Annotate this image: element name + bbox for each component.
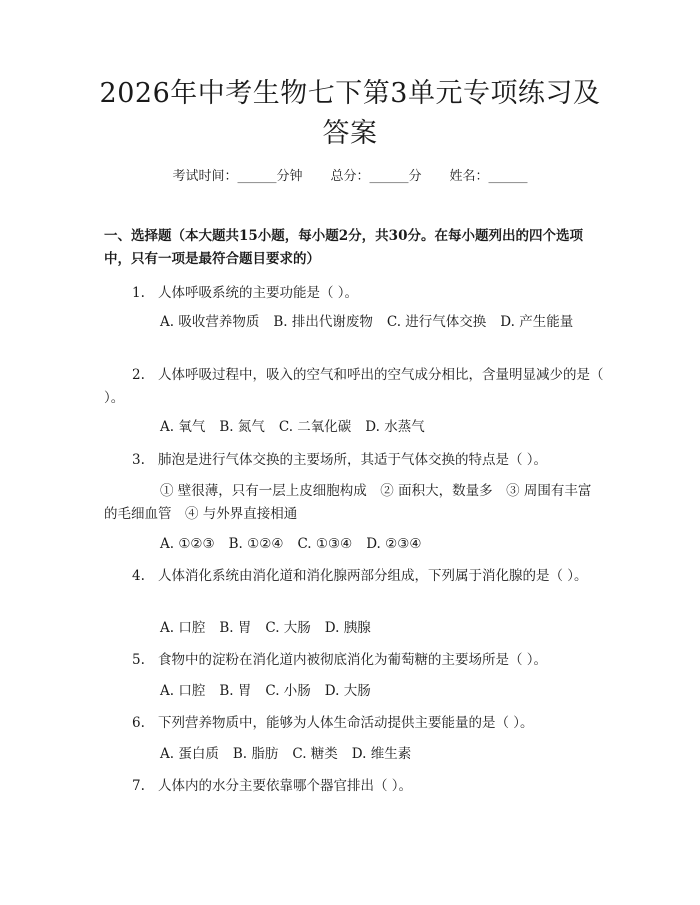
question-3-statements xyxy=(104,480,604,526)
question-7 xyxy=(104,775,604,798)
option-a: A. 口腔 xyxy=(160,620,206,636)
option-d: D. 胰腺 xyxy=(324,620,371,636)
question-number: 7. xyxy=(132,778,145,794)
question-stem: 人体内的水分主要依靠哪个器官排出（ ）。 xyxy=(158,778,413,794)
option-b: B. 排出代谢废物 xyxy=(273,314,373,330)
question-1-options xyxy=(104,311,604,334)
exam-name-field: 姓名：______ xyxy=(449,169,528,184)
option-d: D. 产生能量 xyxy=(500,314,574,330)
statement-list: ① 壁很薄，只有一层上皮细胞构成 ② 面积大，数量多 ③ 周围有丰富的毛细血管 ④ 与外界直接相通 xyxy=(104,483,592,522)
question-6-options xyxy=(104,743,604,766)
option-c: C. 进行气体交换 xyxy=(386,314,487,330)
exam-score-field: 总分：______分 xyxy=(330,169,422,184)
question-stem: 肺泡是进行气体交换的主要场所，其适于气体交换的特点是（ ）。 xyxy=(158,452,548,468)
question-2 xyxy=(104,364,604,410)
question-number: 3. xyxy=(132,452,145,468)
option-c: C. 小肠 xyxy=(265,683,311,699)
question-3-options xyxy=(104,533,604,556)
option-a: A. 氧气 xyxy=(160,419,206,435)
option-c: C. 糖类 xyxy=(292,746,338,762)
question-5-options xyxy=(104,680,604,703)
option-c: C. ①③④ xyxy=(297,536,353,552)
option-d: D. 维生素 xyxy=(351,746,412,762)
option-a: A. 蛋白质 xyxy=(160,746,219,762)
question-4 xyxy=(104,565,604,588)
question-stem: 食物中的淀粉在消化道内被彻底消化为葡萄糖的主要场所是（ ）。 xyxy=(158,652,548,668)
exam-meta-line xyxy=(0,167,700,187)
option-b: B. 脂肪 xyxy=(232,746,279,762)
option-d: D. 水蒸气 xyxy=(365,419,425,435)
question-6 xyxy=(104,712,604,735)
option-b: B. 氮气 xyxy=(219,419,265,435)
question-number: 4. xyxy=(132,568,145,584)
question-1 xyxy=(104,282,604,305)
page-title: 2026年中考生物七下第3单元专项练习及答案 xyxy=(99,78,601,149)
question-5 xyxy=(104,649,604,672)
option-b: B. 胃 xyxy=(219,683,252,699)
option-a: A. 吸收营养物质 xyxy=(160,314,260,330)
question-number: 5. xyxy=(132,652,145,668)
question-stem: 人体呼吸过程中，吸入的空气和呼出的空气成分相比，含量明显减少的是（ ）。 xyxy=(104,367,604,406)
option-a: A. 口腔 xyxy=(160,683,206,699)
question-4-options xyxy=(104,617,604,640)
question-stem: 人体消化系统由消化道和消化腺两部分组成，下列属于消化腺的是（ ）。 xyxy=(158,568,588,584)
question-number: 2. xyxy=(132,367,145,383)
option-d: D. 大肠 xyxy=(324,683,371,699)
section-heading: 一、选择题（本大题共15小题，每小题2分，共30分。在每小题列出的四个选项中，只有一项是最符合题目要求的） xyxy=(104,228,583,267)
option-c: C. 二氧化碳 xyxy=(278,419,352,435)
question-stem: 人体呼吸系统的主要功能是（ ）。 xyxy=(158,285,359,301)
question-stem: 下列营养物质中，能够为人体生命活动提供主要能量的是（ ）。 xyxy=(158,715,534,731)
option-d: D. ②③④ xyxy=(366,536,422,552)
question-3 xyxy=(104,449,604,472)
option-a: A. ①②③ xyxy=(160,536,215,552)
option-b: B. 胃 xyxy=(219,620,252,636)
exam-time-field: 考试时间：______分钟 xyxy=(172,169,303,184)
option-c: C. 大肠 xyxy=(265,620,311,636)
option-b: B. ①②④ xyxy=(228,536,284,552)
question-number: 1. xyxy=(132,285,145,301)
question-number: 6. xyxy=(132,715,145,731)
question-2-options xyxy=(104,416,604,439)
